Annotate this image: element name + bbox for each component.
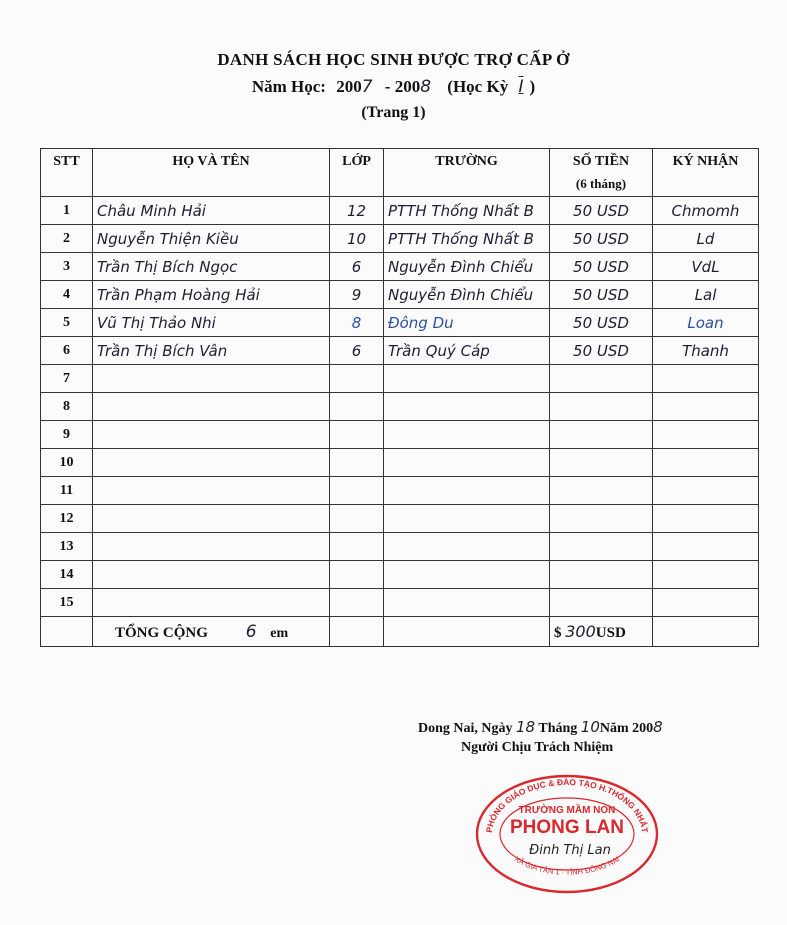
table-row [41, 505, 759, 533]
class-cell: 6 [330, 337, 384, 365]
signature-cell [653, 449, 759, 477]
signature-cell: Thanh [653, 337, 759, 365]
col-header-class: LỚP [330, 149, 384, 197]
year-separator: - 200 [384, 77, 421, 96]
table-row [41, 309, 759, 337]
row-number: 7 [41, 365, 93, 393]
row-number: 10 [41, 449, 93, 477]
amount-cell [550, 365, 653, 393]
signature-cell [653, 393, 759, 421]
amount-cell: 50 USD [550, 309, 653, 337]
total-money-prefix: $ [554, 624, 562, 641]
school-cell [384, 477, 550, 505]
school-cell [384, 421, 550, 449]
signature-cell [653, 421, 759, 449]
school-cell [384, 449, 550, 477]
row-number: 14 [41, 561, 93, 589]
school-cell [384, 561, 550, 589]
student-name [93, 421, 330, 449]
student-name: Châu Minh Hải [93, 197, 330, 225]
row-number: 5 [41, 309, 93, 337]
school-cell: Nguyễn Đình Chiểu [384, 253, 550, 281]
total-count: 6 [245, 621, 257, 642]
student-name [93, 449, 330, 477]
year-end-handwritten: 8 [420, 77, 432, 97]
row-number: 12 [41, 505, 93, 533]
amount-sublabel: (6 tháng) [575, 176, 627, 191]
class-cell [330, 365, 384, 393]
official-stamp [474, 773, 660, 895]
amount-cell [550, 449, 653, 477]
date-year-label: Năm 200 [599, 721, 654, 736]
student-name [93, 561, 330, 589]
total-label: TỔNG CỘNG [115, 624, 208, 641]
amount-cell: 50 USD [550, 197, 653, 225]
class-cell [330, 561, 384, 589]
signature-cell [653, 533, 759, 561]
col-header-signature: KÝ NHẬN [653, 149, 759, 197]
student-name: Nguyễn Thiện Kiều [93, 225, 330, 253]
amount-cell [550, 505, 653, 533]
row-number: 9 [41, 421, 93, 449]
table-row [41, 477, 759, 505]
signature-cell [653, 477, 759, 505]
student-name [93, 533, 330, 561]
signature-cell [653, 505, 759, 533]
signature-cell [653, 589, 759, 617]
amount-cell: 50 USD [550, 281, 653, 309]
term-handwritten: I [518, 77, 524, 97]
stamp-school-name: PHONG LAN [510, 817, 624, 838]
stamp-school-line: TRƯỜNG MẦM NON [518, 805, 616, 816]
row-number: 1 [41, 197, 93, 225]
table-row [41, 533, 759, 561]
table-header-row [41, 149, 759, 197]
class-cell [330, 421, 384, 449]
total-row [41, 617, 759, 647]
student-name: Trần Phạm Hoàng Hải [93, 281, 330, 309]
row-number: 15 [41, 589, 93, 617]
total-money-value: 300 [565, 621, 596, 641]
total-school-cell [384, 617, 550, 647]
class-cell: 6 [330, 253, 384, 281]
table-row [41, 449, 759, 477]
page-number: (Trang 1) [361, 104, 426, 121]
col-header-school: TRƯỜNG [384, 149, 550, 197]
signature-cell: VdL [653, 253, 759, 281]
date-place: Dong Nai, Ngày [418, 721, 513, 736]
amount-cell [550, 533, 653, 561]
table-row [41, 365, 759, 393]
total-money-unit: USD [595, 624, 626, 641]
student-name: Vũ Thị Thảo Nhi [93, 309, 330, 337]
class-cell: 9 [330, 281, 384, 309]
amount-cell: 50 USD [550, 253, 653, 281]
signature-cell [653, 365, 759, 393]
school-cell [384, 533, 550, 561]
school-cell: Trần Quý Cáp [384, 337, 550, 365]
row-number: 3 [41, 253, 93, 281]
amount-cell: 50 USD [550, 225, 653, 253]
year-prefix: Năm Học: [251, 77, 326, 96]
stamp-ring-text: PHÒNG GIÁO DỤC & ĐÀO TẠO H.THỐNG NHẤT [484, 776, 650, 834]
row-number: 4 [41, 281, 93, 309]
signature-cell [653, 561, 759, 589]
class-cell [330, 477, 384, 505]
class-cell: 12 [330, 197, 384, 225]
year-start: 200 [336, 77, 362, 96]
table-row [41, 225, 759, 253]
class-cell [330, 533, 384, 561]
table-row [41, 253, 759, 281]
amount-cell [550, 561, 653, 589]
total-unit: em [270, 625, 289, 641]
amount-cell: 50 USD [550, 337, 653, 365]
row-number: 8 [41, 393, 93, 421]
student-name [93, 393, 330, 421]
table-body [41, 197, 759, 617]
table-row [41, 561, 759, 589]
amount-cell [550, 477, 653, 505]
student-name [93, 477, 330, 505]
amount-cell [550, 393, 653, 421]
date-month-label: Tháng [538, 721, 578, 736]
table-row [41, 337, 759, 365]
col-header-amount [550, 149, 653, 197]
school-cell [384, 365, 550, 393]
table-row [41, 281, 759, 309]
amount-cell [550, 589, 653, 617]
class-cell [330, 505, 384, 533]
total-amount-cell [550, 617, 653, 647]
document-title: DANH SÁCH HỌC SINH ĐƯỢC TRỢ CẤP Ở [217, 50, 570, 69]
stamp-signature: Đinh Thị Lan [529, 843, 611, 858]
table-row [41, 197, 759, 225]
stamp-bottom-text: XÃ GIA TÂN 1 · TỈNH ĐỒNG NAI [512, 854, 622, 877]
school-cell: Đông Du [384, 309, 550, 337]
total-class-cell [330, 617, 384, 647]
student-name [93, 365, 330, 393]
school-cell [384, 393, 550, 421]
school-cell: PTTH Thống Nhất B [384, 197, 550, 225]
student-name [93, 589, 330, 617]
row-number: 6 [41, 337, 93, 365]
amount-label: SỐ TIỀN [572, 154, 630, 169]
date-year-digit: 8 [653, 718, 663, 736]
table-row [41, 589, 759, 617]
signature-cell: Ld [653, 225, 759, 253]
responsible-person-label: Người Chịu Trách Nhiệm [461, 740, 614, 755]
school-year-line [0, 77, 787, 97]
class-cell [330, 449, 384, 477]
row-number: 11 [41, 477, 93, 505]
student-name: Trần Thị Bích Vân [93, 337, 330, 365]
class-cell: 10 [330, 225, 384, 253]
school-cell [384, 589, 550, 617]
row-number: 2 [41, 225, 93, 253]
table-row [41, 393, 759, 421]
row-number: 13 [41, 533, 93, 561]
class-cell: 8 [330, 309, 384, 337]
school-cell [384, 505, 550, 533]
year-start-handwritten: 7 [361, 77, 373, 97]
signature-cell: Lal [653, 281, 759, 309]
student-name [93, 505, 330, 533]
student-table [40, 148, 759, 647]
table-row [41, 421, 759, 449]
term-open: (Học Kỳ [447, 77, 509, 96]
total-stt-cell [41, 617, 93, 647]
school-cell: PTTH Thống Nhất B [384, 225, 550, 253]
date-day: 18 [516, 718, 536, 736]
school-cell: Nguyễn Đình Chiểu [384, 281, 550, 309]
signature-cell: Chmomh [653, 197, 759, 225]
class-cell [330, 589, 384, 617]
amount-cell [550, 421, 653, 449]
term-close: ) [529, 77, 536, 96]
col-header-name: HỌ VÀ TÊN [93, 149, 330, 197]
total-signature-cell [653, 617, 759, 647]
total-label-cell [93, 617, 330, 647]
class-cell [330, 393, 384, 421]
student-name: Trần Thị Bích Ngọc [93, 253, 330, 281]
signature-cell: Loan [653, 309, 759, 337]
date-line [418, 718, 663, 737]
col-header-stt: STT [41, 149, 93, 197]
date-month: 10 [580, 718, 600, 736]
